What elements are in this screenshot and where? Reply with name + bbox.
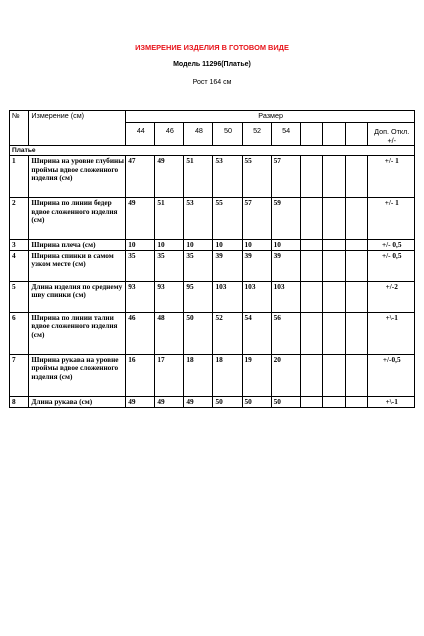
document-title: ИЗМЕРЕНИЕ ИЗДЕЛИЯ В ГОТОВОМ ВИДЕ xyxy=(135,43,289,52)
size-value: 10 xyxy=(213,240,242,250)
size-value: 35 xyxy=(184,250,213,281)
size-value: 50 xyxy=(271,396,300,407)
measurement-name: Ширина плеча (см) xyxy=(29,240,126,250)
measurement-name: Длина рукава (см) xyxy=(29,396,126,407)
tolerance-value: +/- 0,5 xyxy=(368,240,415,250)
size-value: 59 xyxy=(271,198,300,240)
size-value: 52 xyxy=(213,312,242,354)
measurement-table xyxy=(9,110,415,408)
tolerance-value: +\-1 xyxy=(368,396,415,407)
measurement-name: Длина изделия по среднему шву спинки (см) xyxy=(29,281,126,312)
table-row xyxy=(10,250,415,281)
header-measurement: Измерение (см) xyxy=(29,111,126,146)
row-number: 1 xyxy=(10,156,29,198)
size-header: 44 xyxy=(126,123,155,146)
empty-size-header xyxy=(300,123,323,146)
empty-size-header xyxy=(323,123,346,146)
size-value: 39 xyxy=(242,250,271,281)
empty-cell xyxy=(300,198,323,240)
size-header: 52 xyxy=(242,123,271,146)
tolerance-value: +/-2 xyxy=(368,281,415,312)
empty-cell xyxy=(323,354,346,396)
size-value: 103 xyxy=(213,281,242,312)
empty-cell xyxy=(300,354,323,396)
empty-cell xyxy=(345,240,368,250)
empty-cell xyxy=(300,240,323,250)
row-number: 3 xyxy=(10,240,29,250)
size-header: 50 xyxy=(213,123,242,146)
size-value: 56 xyxy=(271,312,300,354)
measurement-name: Ширина спинки в самом узком месте (см) xyxy=(29,250,126,281)
tolerance-value: +/- 0,5 xyxy=(368,250,415,281)
size-value: 50 xyxy=(213,396,242,407)
row-number: 7 xyxy=(10,354,29,396)
size-value: 55 xyxy=(213,198,242,240)
size-value: 17 xyxy=(155,354,184,396)
tolerance-value: +\-1 xyxy=(368,312,415,354)
table-row xyxy=(10,312,415,354)
empty-cell xyxy=(345,281,368,312)
model-label: Модель 11296(Платье) xyxy=(173,61,251,68)
table-row xyxy=(10,240,415,250)
row-number: 8 xyxy=(10,396,29,407)
size-value: 49 xyxy=(126,198,155,240)
table-row xyxy=(10,396,415,407)
size-value: 46 xyxy=(126,312,155,354)
empty-cell xyxy=(300,156,323,198)
empty-cell xyxy=(300,281,323,312)
empty-cell xyxy=(323,198,346,240)
empty-cell xyxy=(300,250,323,281)
empty-cell xyxy=(300,312,323,354)
measurement-name: Ширина по линии талии вдвое сложенного изделия (см) xyxy=(29,312,126,354)
size-value: 49 xyxy=(155,396,184,407)
size-value: 50 xyxy=(184,312,213,354)
table-row xyxy=(10,198,415,240)
size-value: 50 xyxy=(242,396,271,407)
header-size: Размер xyxy=(126,111,415,123)
size-value: 53 xyxy=(213,156,242,198)
size-value: 95 xyxy=(184,281,213,312)
size-value: 49 xyxy=(126,396,155,407)
empty-cell xyxy=(345,198,368,240)
row-number: 5 xyxy=(10,281,29,312)
size-value: 51 xyxy=(155,198,184,240)
empty-cell xyxy=(345,396,368,407)
size-value: 47 xyxy=(126,156,155,198)
size-value: 103 xyxy=(271,281,300,312)
row-number: 4 xyxy=(10,250,29,281)
empty-cell xyxy=(345,312,368,354)
size-value: 16 xyxy=(126,354,155,396)
empty-cell xyxy=(323,281,346,312)
size-value: 39 xyxy=(213,250,242,281)
size-value: 48 xyxy=(155,312,184,354)
tolerance-value: +/- 1 xyxy=(368,156,415,198)
size-value: 49 xyxy=(155,156,184,198)
size-value: 49 xyxy=(184,396,213,407)
empty-cell xyxy=(323,250,346,281)
empty-cell xyxy=(323,240,346,250)
size-value: 103 xyxy=(242,281,271,312)
size-header: 46 xyxy=(155,123,184,146)
empty-cell xyxy=(300,396,323,407)
size-value: 10 xyxy=(271,240,300,250)
tolerance-value: +/- 1 xyxy=(368,198,415,240)
size-header: 48 xyxy=(184,123,213,146)
size-value: 35 xyxy=(126,250,155,281)
size-value: 57 xyxy=(242,198,271,240)
size-value: 19 xyxy=(242,354,271,396)
row-number: 6 xyxy=(10,312,29,354)
measurement-name: Ширина рукава на уровне проймы вдвое сложенного изделия (см) xyxy=(29,354,126,396)
height-label: Рост 164 см xyxy=(192,79,232,86)
empty-cell xyxy=(323,396,346,407)
header-tolerance: Доп. Откл. +/- xyxy=(368,123,415,146)
size-value: 10 xyxy=(242,240,271,250)
empty-size-header xyxy=(345,123,368,146)
table-row xyxy=(10,281,415,312)
size-value: 51 xyxy=(184,156,213,198)
empty-cell xyxy=(345,354,368,396)
size-value: 93 xyxy=(126,281,155,312)
size-value: 57 xyxy=(271,156,300,198)
size-value: 10 xyxy=(155,240,184,250)
size-header: 54 xyxy=(271,123,300,146)
size-value: 20 xyxy=(271,354,300,396)
header-number: № xyxy=(10,111,29,146)
measurement-name: Ширина на уровне глубины проймы вдвое сложенного изделия (см) xyxy=(29,156,126,198)
empty-cell xyxy=(323,156,346,198)
tolerance-value: +/-0,5 xyxy=(368,354,415,396)
measurement-name: Ширина по линии бедер вдвое сложенного изделия (см) xyxy=(29,198,126,240)
size-value: 55 xyxy=(242,156,271,198)
table-row xyxy=(10,156,415,198)
size-value: 53 xyxy=(184,198,213,240)
row-number: 2 xyxy=(10,198,29,240)
size-value: 93 xyxy=(155,281,184,312)
size-value: 10 xyxy=(184,240,213,250)
table-row xyxy=(10,354,415,396)
empty-cell xyxy=(323,312,346,354)
size-value: 35 xyxy=(155,250,184,281)
size-value: 54 xyxy=(242,312,271,354)
size-value: 39 xyxy=(271,250,300,281)
section-label: Платье xyxy=(10,146,415,156)
size-value: 18 xyxy=(184,354,213,396)
empty-cell xyxy=(345,156,368,198)
empty-cell xyxy=(345,250,368,281)
size-value: 18 xyxy=(213,354,242,396)
size-value: 10 xyxy=(126,240,155,250)
